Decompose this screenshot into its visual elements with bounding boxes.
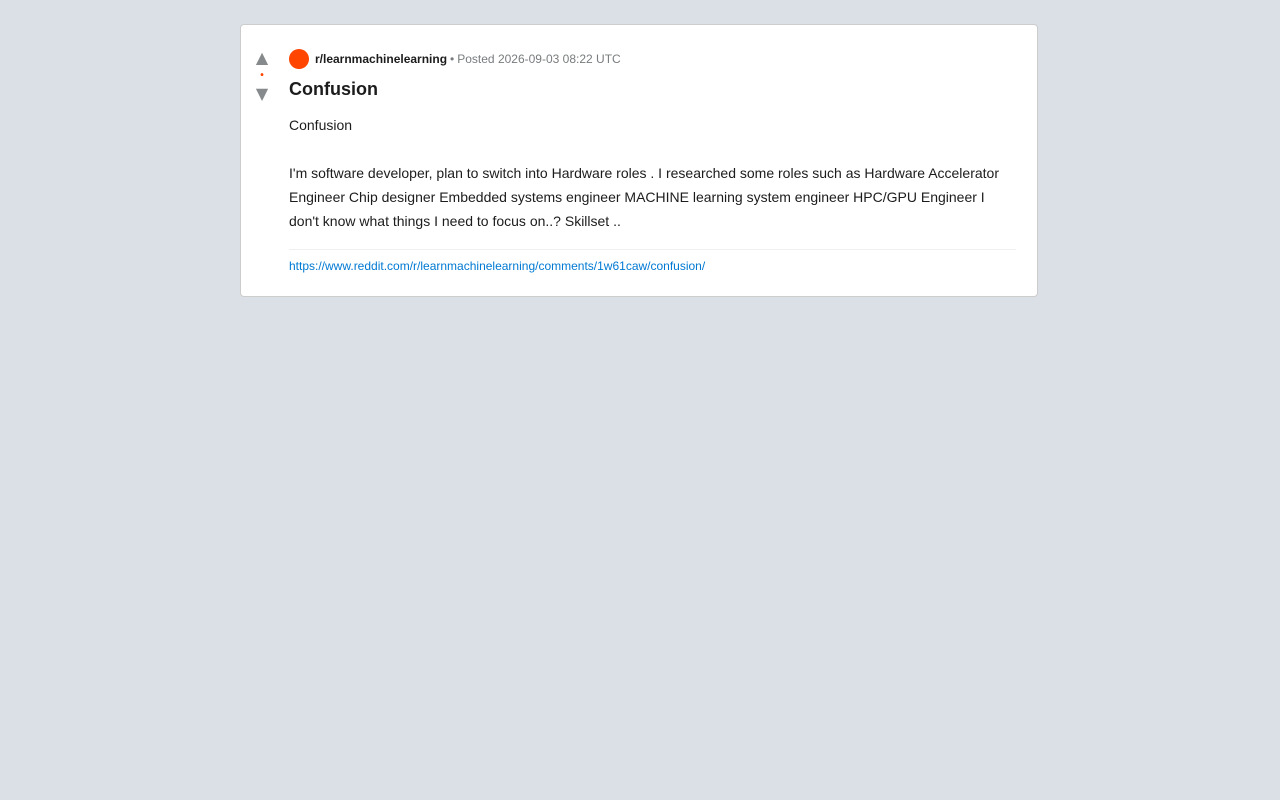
vote-column [241, 49, 283, 103]
subreddit-name[interactable]: r/learnmachinelearning [315, 52, 448, 66]
subreddit-avatar-icon[interactable] [289, 49, 309, 69]
meta-separator: • [450, 52, 455, 66]
divider [289, 249, 1016, 250]
post-content [289, 49, 1016, 273]
posted-timestamp: Posted 2026-09-03 08:22 UTC [457, 52, 621, 66]
post-title[interactable]: Confusion [289, 79, 378, 99]
post-body-paragraph: Confusion [289, 117, 353, 133]
post-card [240, 24, 1038, 297]
post-body [289, 113, 1016, 233]
post-body-paragraph: I'm software developer, plan to switch into Hardware roles . I researched some roles such as Hardware Accelerator Engineer Chip designer Embedded systems engineer MACHINE learning system engineer HPC/GPU Engineer I don't know what things I need to focus on..? Skillset .. [289, 165, 999, 229]
upvote-icon[interactable]: ▲ [255, 48, 269, 67]
post-permalink[interactable]: https://www.reddit.com/r/learnmachinelearning/comments/1w61caw/confusion/ [289, 259, 706, 273]
post-meta [289, 49, 1016, 69]
downvote-icon[interactable]: ▼ [255, 84, 269, 103]
vote-score: • [260, 70, 264, 81]
